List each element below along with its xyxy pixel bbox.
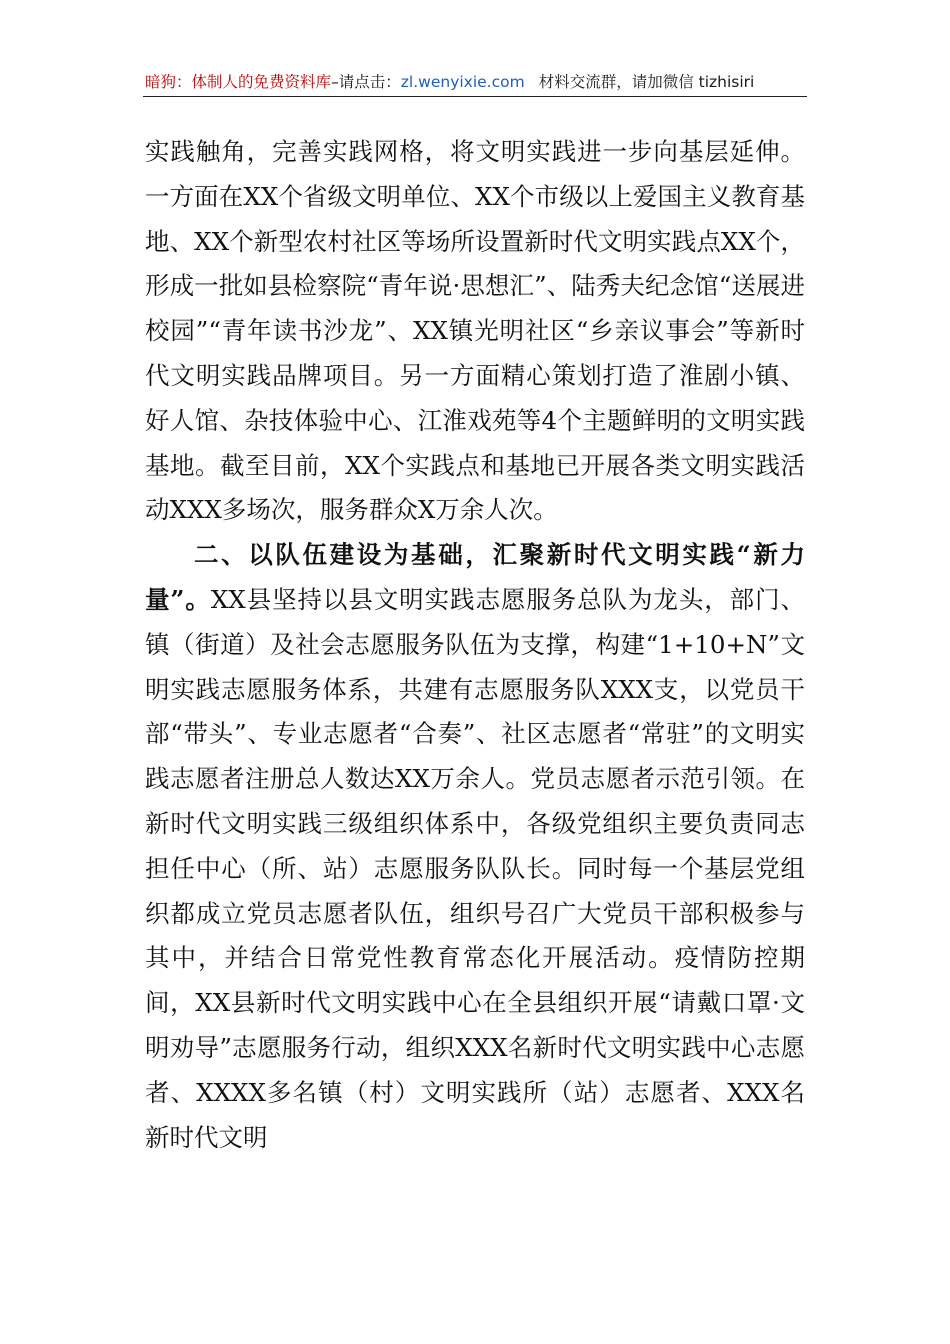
header-wechat-note: 材料交流群，请加微信 tizhisiri bbox=[538, 73, 755, 91]
section-two-heading: 二、以队伍建设为基础，汇聚新时代文明实践“新力量”。 bbox=[145, 540, 805, 614]
header-site-link[interactable]: zl.wenyixie.com bbox=[400, 73, 525, 91]
section-two-body: XX县坚持以县文明实践志愿服务总队为龙头，部门、镇（街道）及社会志愿服务队伍为支撑，构建“1+10+N”文明实践志愿服务体系，共建有志愿服务队XXX支，以党员干部“带头”、专业志愿者“合奏”、社区志愿者“常驻”的文明实践志愿者注册总人数达XX万余人。党员志愿者示范引领。在新时代文明实践三级组织体系中，各级党组织主要负责同志担任中心（所、站）志愿服务队队长。同时每一个基层党组织都成立党员志愿者队伍，组织号召广大党员干部积极参与其中，并结合日常党性教育常态化开展活动。疫情防控期间，XX县新时代文明实践中心在全县组织开展“请戴口罩·文明劝导”志愿服务行动，组织XXX名新时代文明实践中心志愿者、XXXX多名镇（村）文明实践所（站）志愿者、XXX名新时代文明 bbox=[145, 584, 805, 1152]
header-click-prompt: –请点击： bbox=[331, 73, 401, 91]
header-divider bbox=[143, 96, 807, 97]
document-body bbox=[145, 130, 805, 1160]
paragraph-section-two bbox=[145, 533, 805, 1160]
header-site-name: 暗狗：体制人的免费资料库 bbox=[145, 73, 332, 91]
paragraph-continued: 实践触角，完善实践网格，将文明实践进一步向基层延伸。一方面在XX个省级文明单位、XX个市级以上爱国主义教育基地、XX个新型农村社区等场所设置新时代文明实践点XX个，形成一批如县检察院“青年说·思想汇”、陆秀夫纪念馆“送展进校园”“青年读书沙龙”、XX镇光明社区“乡亲议事会”等新时代文明实践品牌项目。另一方面精心策划打造了淮剧小镇、好人馆、杂技体验中心、江淮戏苑等4个主题鲜明的文明实践基地。截至目前，XX个实践点和基地已开展各类文明实践活动XXX多场次，服务群众X万余人次。 bbox=[145, 137, 805, 525]
page-header bbox=[145, 70, 807, 94]
